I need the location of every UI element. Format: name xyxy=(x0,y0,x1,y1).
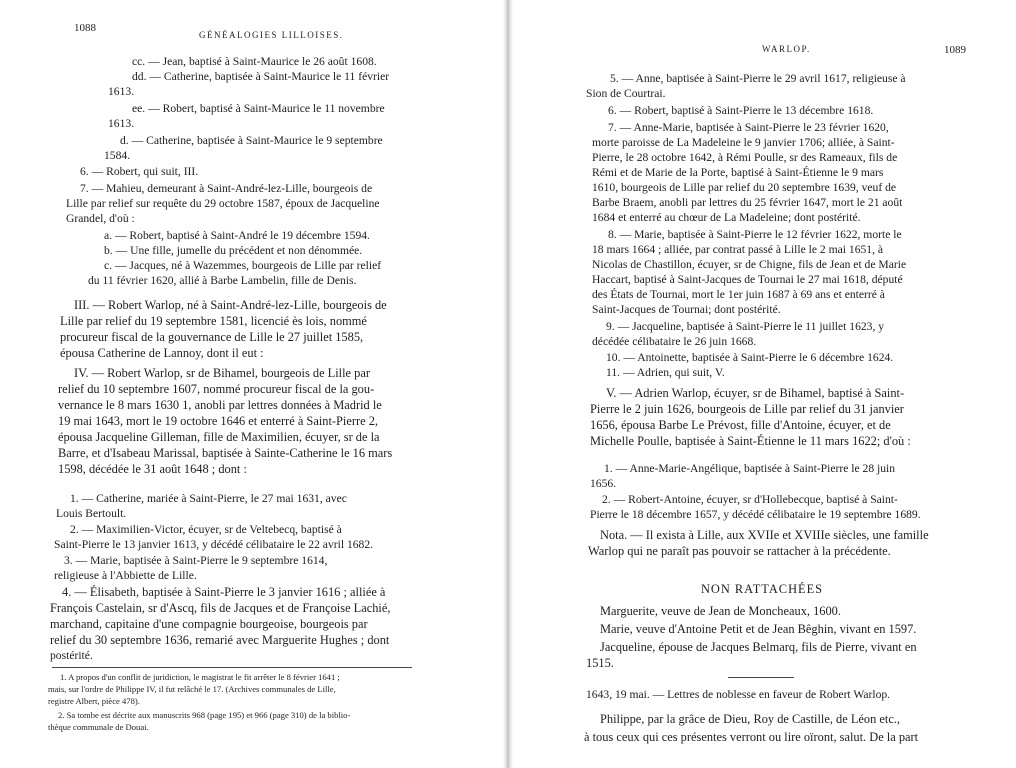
footnote-line: thèque communale de Douai. xyxy=(48,722,149,732)
text-line: 2. — Maximilien-Victor, écuyer, sr de Veltebecq, baptisé à xyxy=(70,523,342,536)
text-line: procureur fiscal de la gouvernance de Lille le 27 juillet 1585, xyxy=(60,330,364,344)
text-line: épousa Catherine de Lannoy, dont il eut : xyxy=(60,346,264,360)
left-running-head: GÉNÉALOGIES LILLOISES. xyxy=(199,30,344,40)
text-line: vernance le 8 mars 1630 1, anobli par lettres données à Madrid le xyxy=(58,398,382,412)
text-line: Haccart, baptisé à Saint-Jacques de Tournai le 27 mai 1618, député xyxy=(592,273,903,286)
text-line: 18 mars 1664 ; alliée, par contrat passé à Lille le 2 mai 1651, à xyxy=(592,243,884,256)
text-line: 2. — Robert-Antoine, écuyer, sr d'Hollebecque, baptisé à Saint- xyxy=(602,493,898,506)
text-line: à tous ceux qui ces présentes verront ou lire oïront, salut. De la part xyxy=(584,730,919,744)
section-heading: NON RATTACHÉES xyxy=(700,582,824,596)
text-line: Jacqueline, épouse de Jacques Belmarq, fils de Pierre, vivant en xyxy=(600,640,917,654)
text-line: 7. — Mahieu, demeurant à Saint-André-lez-Lille, bourgeois de xyxy=(80,182,373,195)
text-line: 1643, 19 mai. — Lettres de noblesse en faveur de Robert Warlop. xyxy=(586,688,891,701)
text-line: b. — Une fille, jumelle du précédent et non dénommée. xyxy=(104,244,363,257)
text-line: d. — Catherine, baptisée à Saint-Maurice le 9 septembre xyxy=(120,134,383,147)
text-line: épousa Jacqueline Gilleman, fille de Maximilien, écuyer, sr de la xyxy=(58,430,380,444)
text-line: 1656, épousa Barbe Le Prévost, fille d'Antoine, écuyer, et de xyxy=(590,418,891,432)
text-line: morte paroisse de La Madeleine le 9 janvier 1706; alliée, à Saint- xyxy=(592,136,895,149)
section-rule xyxy=(728,677,794,678)
text-line: Nicolas de Chastillon, écuyer, sr de Chigne, fils de Jean et de Marie xyxy=(592,258,907,271)
text-line: 1684 et enterré au chœur de La Madeleine; dont postérité. xyxy=(592,211,861,224)
text-line: Pierre, le 28 octobre 1642, à Rémi Poulle, sr des Rameaux, fils de xyxy=(592,151,898,164)
text-line: 19 mai 1643, mort le 19 octobre 1646 et enterré à Saint-Pierre 2, xyxy=(58,414,378,428)
text-line: 4. — Élisabeth, baptisée à Saint-Pierre le 3 janvier 1616 ; alliée à xyxy=(62,585,386,599)
text-line: relief du 30 septembre 1636, remarié avec Marguerite Hughes ; dont xyxy=(50,633,390,647)
footnote-line: mais, sur l'ordre de Philippe IV, il fut relâché le 17. (Archives communales de Lille, xyxy=(48,684,336,694)
text-line: du 11 février 1620, allié à Barbe Lambelin, fille de Denis. xyxy=(88,274,357,287)
text-line: 1515. xyxy=(586,656,614,670)
text-line: 1613. xyxy=(108,85,135,98)
left-page-number: 1088 xyxy=(74,22,96,34)
nota-line: Warlop qui ne paraît pas pouvoir se rattacher à la précédente. xyxy=(588,544,891,558)
text-line: 6. — Robert, qui suit, III. xyxy=(80,165,199,178)
text-line: 1584. xyxy=(104,149,131,162)
text-line: cc. — Jean, baptisé à Saint-Maurice le 26 août 1608. xyxy=(132,55,377,68)
text-line: Marie, veuve d'Antoine Petit et de Jean Bêghin, vivant en 1597. xyxy=(600,622,917,636)
text-line: marchand, capitaine d'une compagnie bourgeoise, bourgeois par xyxy=(50,617,368,631)
text-line: dd. — Catherine, baptisée à Saint-Maurice le 11 février xyxy=(132,70,390,83)
text-line: Michelle Poulle, baptisée à Saint-Étienne le 11 mars 1622; d'où : xyxy=(590,434,911,448)
text-line: 1598, décédée le 31 août 1648 ; dont : xyxy=(58,462,247,476)
text-line: III. — Robert Warlop, né à Saint-André-lez-Lille, bourgeois de xyxy=(74,298,387,312)
text-line: postérité. xyxy=(50,649,93,662)
text-line: c. — Jacques, né à Wazemmes, bourgeois de Lille par relief xyxy=(104,259,382,272)
right-page xyxy=(508,0,1016,768)
footnote-line: registre Albert, pièce 478). xyxy=(48,696,140,706)
text-line: Louis Bertoult. xyxy=(56,507,127,520)
text-line: IV. — Robert Warlop, sr de Bihamel, bourgeois de Lille par xyxy=(74,366,370,380)
text-line: 9. — Jacqueline, baptisée à Saint-Pierre le 11 juillet 1623, y xyxy=(606,320,885,333)
text-line: 1. — Catherine, mariée à Saint-Pierre, le 27 mai 1631, avec xyxy=(70,492,347,505)
text-line: V. — Adrien Warlop, écuyer, sr de Bihamel, baptisé à Saint- xyxy=(606,386,905,400)
text-line: Saint-Jacques de Tournai; dont postérité. xyxy=(592,303,781,316)
text-line: 5. — Anne, baptisée à Saint-Pierre le 29 avril 1617, religieuse à xyxy=(610,72,906,85)
text-line: Pierre le 2 juin 1626, bourgeois de Lille par relief du 31 janvier xyxy=(590,402,904,416)
text-line: ee. — Robert, baptisé à Saint-Maurice le 11 novembre xyxy=(132,102,385,115)
text-line: Marguerite, veuve de Jean de Moncheaux, 1600. xyxy=(600,604,841,618)
text-line: Lille par relief du 19 septembre 1581, licencié ès lois, nommé xyxy=(60,314,367,328)
footnote-rule xyxy=(52,667,412,668)
right-running-head: WARLOP. xyxy=(762,44,811,54)
right-page-number: 1089 xyxy=(944,44,966,56)
text-line: 11. — Adrien, qui suit, V. xyxy=(606,366,725,379)
text-line: Lille par relief sur requête du 29 octobre 1587, époux de Jacqueline xyxy=(66,197,380,210)
text-line: a. — Robert, baptisé à Saint-André le 19 décembre 1594. xyxy=(104,229,370,242)
text-line: des États de Tournai, mort le 1er juin 1687 à 69 ans et enterré à xyxy=(592,288,885,301)
text-line: décédée célibataire le 26 juin 1668. xyxy=(592,335,757,348)
text-line: Rémi et de Marie de la Porte, baptisé à Saint-Étienne le 9 mars xyxy=(592,166,884,179)
text-line: Grandel, d'où : xyxy=(66,212,135,225)
text-line: 8. — Marie, baptisée à Saint-Pierre le 12 février 1622, morte le xyxy=(608,228,902,241)
footnote-line: 2. Sa tombe est décrite aux manuscrits 968 (page 195) et 966 (page 310) de la biblio- xyxy=(58,710,351,720)
text-line: Barbe Braem, anobli par lettres du 25 février 1647, mort le 21 août xyxy=(592,196,903,209)
text-line: Sion de Courtrai. xyxy=(586,87,666,100)
footnote-line: 1. A propos d'un conflit de juridiction, le magistrat le fit arrêter le 8 février 1641 ; xyxy=(60,672,340,682)
text-line: 6. — Robert, baptisé à Saint-Pierre le 13 décembre 1618. xyxy=(608,104,874,117)
text-line: 7. — Anne-Marie, baptisée à Saint-Pierre le 23 février 1620, xyxy=(608,121,889,134)
text-line: 3. — Marie, baptisée à Saint-Pierre le 9 septembre 1614, xyxy=(64,554,328,567)
text-line: Barre, et d'Isabeau Marissal, baptisée à Sainte-Catherine le 16 mars xyxy=(58,446,393,460)
text-line: 1610, bourgeois de Lille par relief du 20 septembre 1639, veuf de xyxy=(592,181,897,194)
text-line: Saint-Pierre le 13 janvier 1613, y décédé célibataire le 22 avril 1682. xyxy=(54,538,374,551)
text-line: François Castelain, sr d'Ascq, fils de Jacques et de Françoise Lachié, xyxy=(50,601,391,615)
text-line: 1656. xyxy=(590,477,617,490)
text-line: 1613. xyxy=(108,117,135,130)
text-line: 1. — Anne-Marie-Angélique, baptisée à Saint-Pierre le 28 juin xyxy=(604,462,896,475)
nota-line: Nota. — Il exista à Lille, aux XVIIe et XVIIIe siècles, une famille xyxy=(600,528,929,542)
text-line: relief du 10 septembre 1607, nommé procureur fiscal de la gou- xyxy=(58,382,375,396)
text-line: 10. — Antoinette, baptisée à Saint-Pierre le 6 décembre 1624. xyxy=(606,351,894,364)
text-line: Pierre le 18 décembre 1657, y décédé célibataire le 19 septembre 1689. xyxy=(590,508,921,521)
text-line: religieuse à l'Abbiette de Lille. xyxy=(54,569,197,582)
text-line: Philippe, par la grâce de Dieu, Roy de Castille, de Léon etc., xyxy=(600,712,901,726)
